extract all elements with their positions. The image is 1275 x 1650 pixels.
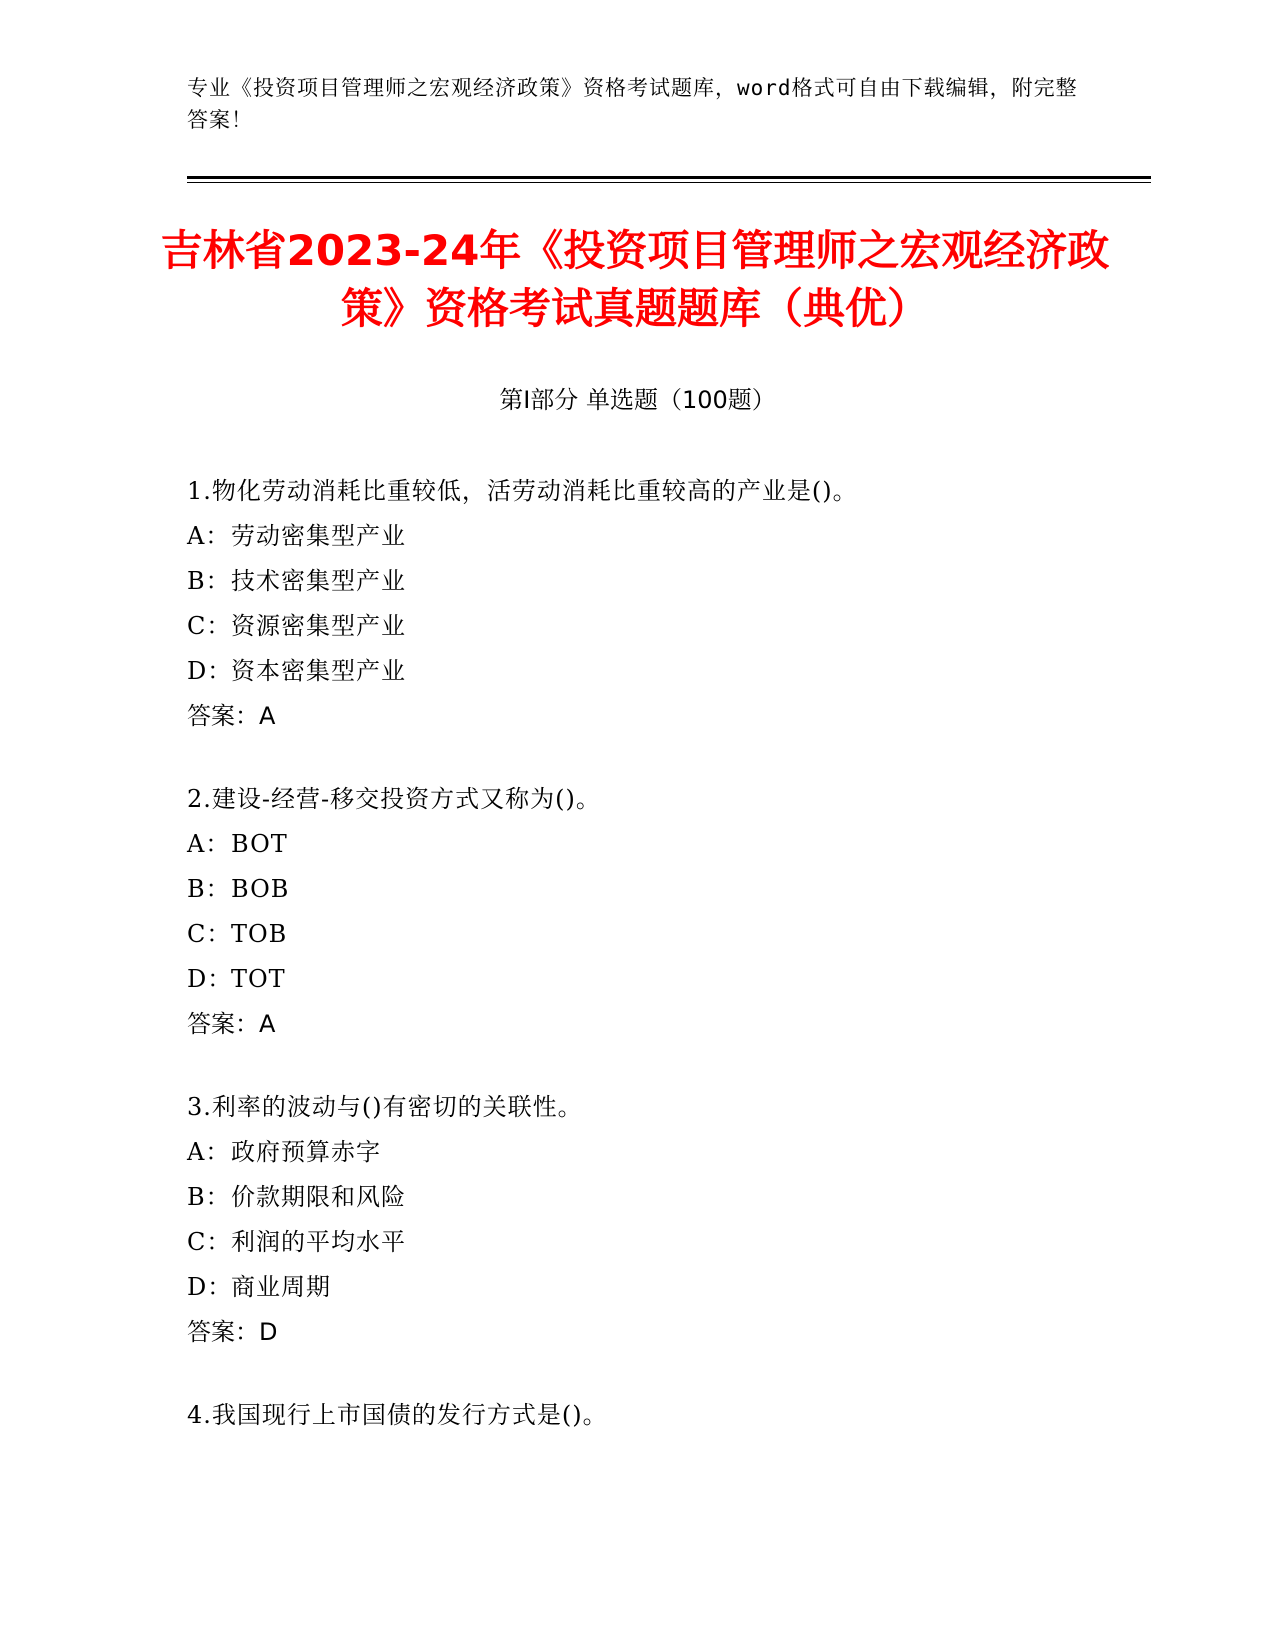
option-key: A： xyxy=(187,1138,231,1166)
answer-line: 答案：D xyxy=(187,1318,278,1346)
header-divider-thin xyxy=(187,182,1151,183)
document-title: 吉林省2023-24年《投资项目管理师之宏观经济政策》资格考试真题题库（典优） xyxy=(160,226,1110,333)
question-1 xyxy=(187,469,1147,739)
option-text: 技术密集型产业 xyxy=(231,567,406,595)
option-b xyxy=(187,1175,1147,1220)
option-key: B： xyxy=(187,875,231,903)
question-list xyxy=(187,476,1147,1483)
option-d xyxy=(187,1265,1147,1310)
question-stem: 4.我国现行上市国债的发行方式是()。 xyxy=(187,1401,608,1429)
answer-line: 答案：A xyxy=(187,1010,276,1038)
option-c xyxy=(187,912,1147,957)
option-text: 政府预算赤字 xyxy=(231,1138,381,1166)
header-note: 专业《投资项目管理师之宏观经济政策》资格考试题库，word格式可自由下载编辑，附完整答案！ xyxy=(187,76,1078,132)
question-3 xyxy=(187,1085,1147,1355)
option-key: A： xyxy=(187,522,231,550)
option-a xyxy=(187,514,1147,559)
option-text: 利润的平均水平 xyxy=(231,1228,406,1256)
question-stem: 3.利率的波动与()有密切的关联性。 xyxy=(187,1093,583,1121)
option-text: 资本密集型产业 xyxy=(231,657,406,685)
option-a xyxy=(187,1130,1147,1175)
option-d xyxy=(187,957,1147,1002)
option-b xyxy=(187,559,1147,604)
answer-line: 答案：A xyxy=(187,702,276,730)
option-text: BOB xyxy=(231,875,290,903)
option-c xyxy=(187,1220,1147,1265)
question-2 xyxy=(187,777,1147,1047)
header-divider xyxy=(187,176,1151,179)
option-text: TOB xyxy=(231,920,288,948)
option-text: 资源密集型产业 xyxy=(231,612,406,640)
option-d xyxy=(187,649,1147,694)
option-text: 商业周期 xyxy=(231,1273,331,1301)
question-stem: 2.建设-经营-移交投资方式又称为()。 xyxy=(187,785,601,813)
option-text: BOT xyxy=(231,830,288,858)
question-stem: 1.物化劳动消耗比重较低，活劳动消耗比重较高的产业是()。 xyxy=(187,477,858,505)
question-4 xyxy=(187,1393,1147,1438)
option-key: D： xyxy=(187,1273,233,1301)
option-key: C： xyxy=(187,920,232,948)
option-key: C： xyxy=(187,612,232,640)
option-a xyxy=(187,822,1147,867)
option-text: TOT xyxy=(231,965,286,993)
option-key: D： xyxy=(187,965,233,993)
option-text: 劳动密集型产业 xyxy=(231,522,406,550)
option-key: D： xyxy=(187,657,233,685)
section-title: 第Ⅰ部分 单选题（100题） xyxy=(499,386,776,414)
option-key: B： xyxy=(187,1183,231,1211)
option-key: B： xyxy=(187,567,231,595)
option-b xyxy=(187,867,1147,912)
option-key: A： xyxy=(187,830,231,858)
option-key: C： xyxy=(187,1228,232,1256)
option-c xyxy=(187,604,1147,649)
option-text: 价款期限和风险 xyxy=(231,1183,406,1211)
